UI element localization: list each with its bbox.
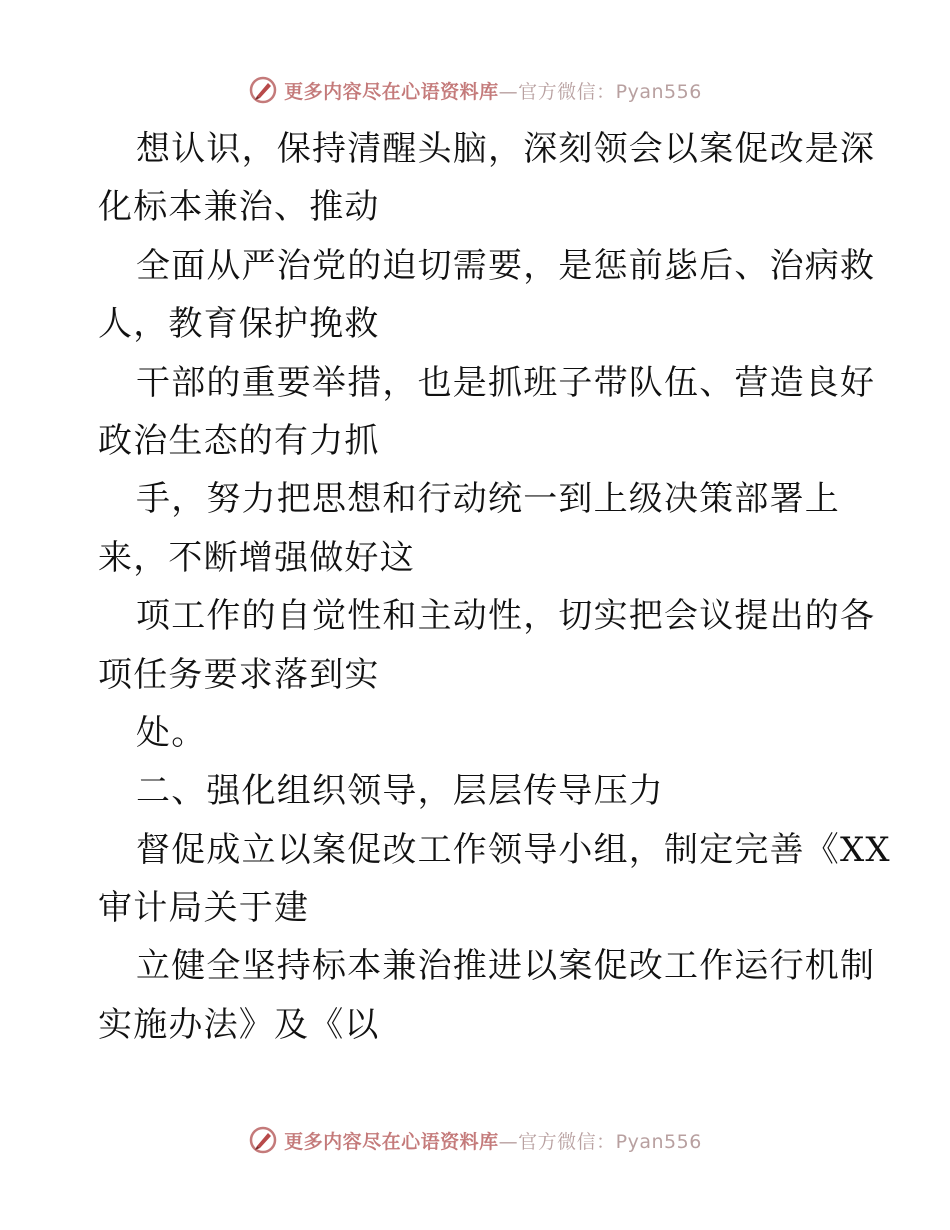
text-line: 实施办法》及《以 <box>98 1004 380 1045</box>
text-line: 审计局关于建 <box>98 888 310 929</box>
watermark-dash: — <box>498 1130 519 1153</box>
watermark-sub: 官方微信：Pyan556 <box>518 80 702 103</box>
text-line: 督促成立以案促改工作领导小组，制定完善《XX <box>136 829 891 870</box>
text-line: 政治生态的有力抓 <box>98 420 380 461</box>
watermark-dash: — <box>498 80 519 103</box>
watermark-text <box>284 77 702 104</box>
text-line: 干部的重要举措，也是抓班子带队伍、营造良好 <box>136 362 876 403</box>
pen-logo-icon <box>248 75 278 105</box>
watermark-sub: 官方微信：Pyan556 <box>518 1130 702 1153</box>
footer-watermark <box>0 1120 950 1160</box>
text-line: 全面从严治党的迫切需要，是惩前毖后、治病救 <box>136 245 876 286</box>
text-line: 立健全坚持标本兼治推进以案促改工作运行机制 <box>136 946 876 987</box>
text-line: 项工作的自觉性和主动性，切实把会议提出的各 <box>136 596 876 637</box>
text-line: 项任务要求落到实 <box>98 654 380 695</box>
section-heading: 二、强化组织领导，层层传导压力 <box>136 771 664 812</box>
pen-logo-icon <box>248 1125 278 1155</box>
text-line: 想认识，保持清醒头脑，深刻领会以案促改是深 <box>136 129 876 169</box>
watermark-text <box>284 1127 702 1154</box>
watermark-main: 更多内容尽在心语资料库 <box>284 80 499 103</box>
document-body <box>98 120 891 1054</box>
text-line: 人，教育保护挽救 <box>98 304 380 345</box>
watermark-main: 更多内容尽在心语资料库 <box>284 1130 499 1153</box>
text-line: 处。 <box>136 712 207 753</box>
header-watermark <box>0 70 950 110</box>
text-line: 化标本兼治、推动 <box>98 187 380 228</box>
text-line: 手，努力把思想和行动统一到上级决策部署上 <box>136 479 840 520</box>
text-line: 来，不断增强做好这 <box>98 537 415 578</box>
